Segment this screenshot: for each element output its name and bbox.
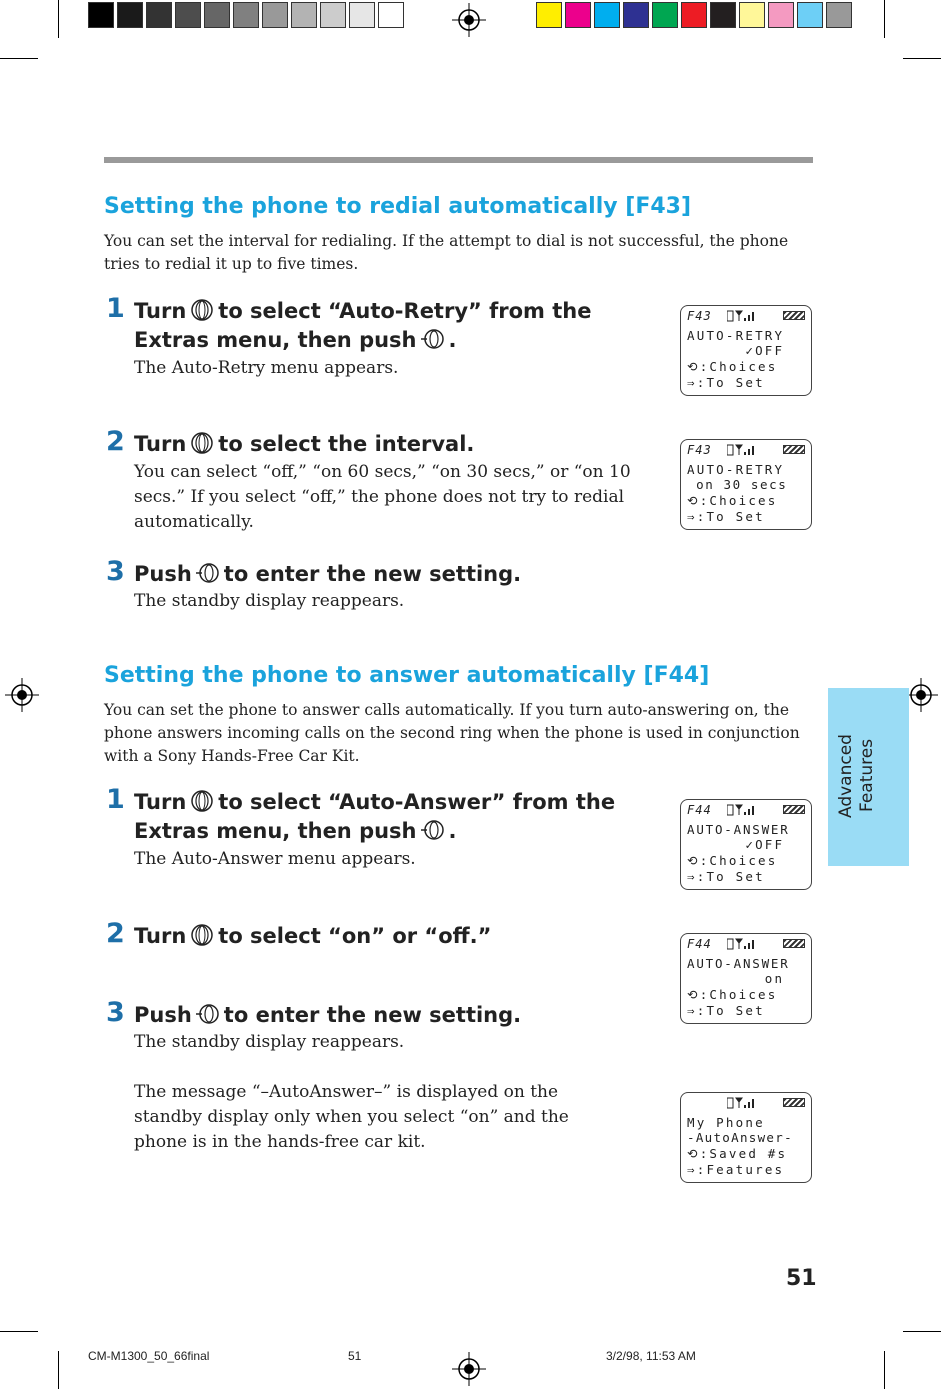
footer-page: 51: [348, 1349, 362, 1363]
step-number: 1: [106, 293, 125, 324]
lcd-line: AUTO-ANSWER: [687, 822, 790, 837]
step-heading: Push to enter the new setting.: [134, 1003, 522, 1027]
tab-line-2: Features: [857, 738, 877, 812]
signal-strength-icon: [727, 1097, 755, 1109]
footer-filename: CM-M1300_50_66final: [88, 1349, 210, 1363]
lcd-line: on: [687, 971, 785, 986]
jog-turn-icon: ⟲: [687, 987, 700, 1002]
section1-intro: You can set the interval for redialing. If the attempt to dial is not successful, the phone tries to redial it up to five times.: [104, 232, 789, 273]
lcd-display: [680, 933, 812, 1024]
jog-dial-push-icon: [196, 1002, 220, 1026]
step-heading: Turn to select “Auto-Retry” from the Extras menu, then push .: [134, 299, 592, 352]
step-heading: Turn to select “Auto-Answer” from the Extras menu, then push .: [134, 790, 616, 843]
lcd-line: AUTO-RETRY: [687, 462, 785, 477]
registration-mark-left-icon: [5, 678, 39, 712]
jog-push-icon: ⇒: [687, 509, 697, 524]
lcd-line: on 30 secs: [687, 477, 788, 492]
function-code: F44: [687, 937, 712, 951]
step-body: The Auto-Answer menu appears.: [134, 849, 416, 869]
lcd-line: :Choices: [699, 853, 778, 868]
function-code: F43: [687, 309, 712, 323]
registration-mark-right-icon: [904, 678, 938, 712]
battery-icon: [783, 939, 805, 948]
step-number: 1: [106, 784, 125, 815]
step-heading: Turn to select the interval.: [134, 432, 475, 456]
lcd-line: :Choices: [699, 359, 778, 374]
registration-mark-top-icon: [452, 3, 486, 37]
section-tab-label: [830, 700, 890, 850]
page-number: 51: [786, 1266, 817, 1291]
lcd-display: [680, 305, 812, 396]
lcd-display: [680, 1092, 812, 1183]
jog-dial-push-icon: [196, 561, 220, 585]
jog-dial-push-icon: [421, 818, 445, 842]
tab-line-1: Advanced: [836, 734, 856, 818]
jog-dial-turn-icon: [190, 789, 214, 813]
lcd-line: :To Set: [696, 375, 765, 390]
lcd-line: :Saved #s: [699, 1146, 788, 1161]
step-heading: Turn to select “on” or “off.”: [134, 924, 492, 948]
section1-title: Setting the phone to redial automatically [F43]: [104, 194, 692, 219]
jog-turn-icon: ⟲: [687, 853, 700, 868]
jog-turn-icon: ⟲: [687, 1146, 700, 1161]
jog-push-icon: ⇒: [687, 1162, 697, 1177]
registration-mark-bottom-icon: [452, 1352, 486, 1386]
jog-push-icon: ⇒: [687, 869, 697, 884]
lcd-line: ✓OFF: [687, 343, 785, 358]
jog-dial-turn-icon: [190, 923, 214, 947]
section2-intro: You can set the phone to answer calls automatically. If you turn auto-answering on, the phone answers incoming calls on the second ring when the phone is used in conjunction with a Sony Hands-Free Car Kit.: [104, 701, 800, 765]
signal-strength-icon: [727, 804, 755, 816]
step-body: You can select “off,” “on 60 secs,” “on 30 secs,” or “on 10 secs.” If you select “off,” the phone does not try to redial automatically.: [134, 462, 631, 532]
function-code: F43: [687, 443, 712, 457]
lcd-line: :Choices: [699, 493, 778, 508]
top-rule: [104, 157, 813, 163]
jog-dial-turn-icon: [190, 298, 214, 322]
lcd-line: :To Set: [696, 869, 765, 884]
footer-date: 3/2/98, 11:53 AM: [606, 1349, 696, 1363]
jog-turn-icon: ⟲: [687, 493, 700, 508]
signal-strength-icon: [727, 310, 755, 322]
section2-title: Setting the phone to answer automatically [F44]: [104, 663, 710, 688]
lcd-line: ✓OFF: [687, 837, 785, 852]
jog-push-icon: ⇒: [687, 375, 697, 390]
lcd-line: AUTO-RETRY: [687, 328, 785, 343]
lcd-display: [680, 799, 812, 890]
step-number: 3: [106, 556, 125, 587]
battery-icon: [783, 805, 805, 814]
step-number: 2: [106, 426, 125, 457]
lcd-line: :Choices: [699, 987, 778, 1002]
step-note: The message “–AutoAnswer–” is displayed on the standby display only when you select “on” and the phone is in the hands-free car kit.: [134, 1082, 569, 1152]
jog-push-icon: ⇒: [687, 1003, 697, 1018]
step-body: The standby display reappears.: [134, 591, 405, 611]
lcd-line: :Features: [696, 1162, 785, 1177]
step-heading: Push to enter the new setting.: [134, 562, 522, 586]
lcd-line: -AutoAnswer-: [687, 1130, 793, 1145]
lcd-line: AUTO-ANSWER: [687, 956, 790, 971]
lcd-line: :To Set: [696, 1003, 765, 1018]
step-number: 2: [106, 918, 125, 949]
signal-strength-icon: [727, 444, 755, 456]
battery-icon: [783, 311, 805, 320]
battery-icon: [783, 1098, 805, 1107]
lcd-line: :To Set: [696, 509, 765, 524]
step-body: The Auto-Retry menu appears.: [134, 358, 399, 378]
lcd-line: My Phone: [687, 1115, 765, 1130]
step-number: 3: [106, 997, 125, 1028]
jog-dial-turn-icon: [190, 431, 214, 455]
jog-turn-icon: ⟲: [687, 359, 700, 374]
lcd-display: [680, 439, 812, 530]
battery-icon: [783, 445, 805, 454]
function-code: F44: [687, 803, 712, 817]
signal-strength-icon: [727, 938, 755, 950]
step-body: The standby display reappears.: [134, 1032, 405, 1052]
jog-dial-push-icon: [421, 327, 445, 351]
